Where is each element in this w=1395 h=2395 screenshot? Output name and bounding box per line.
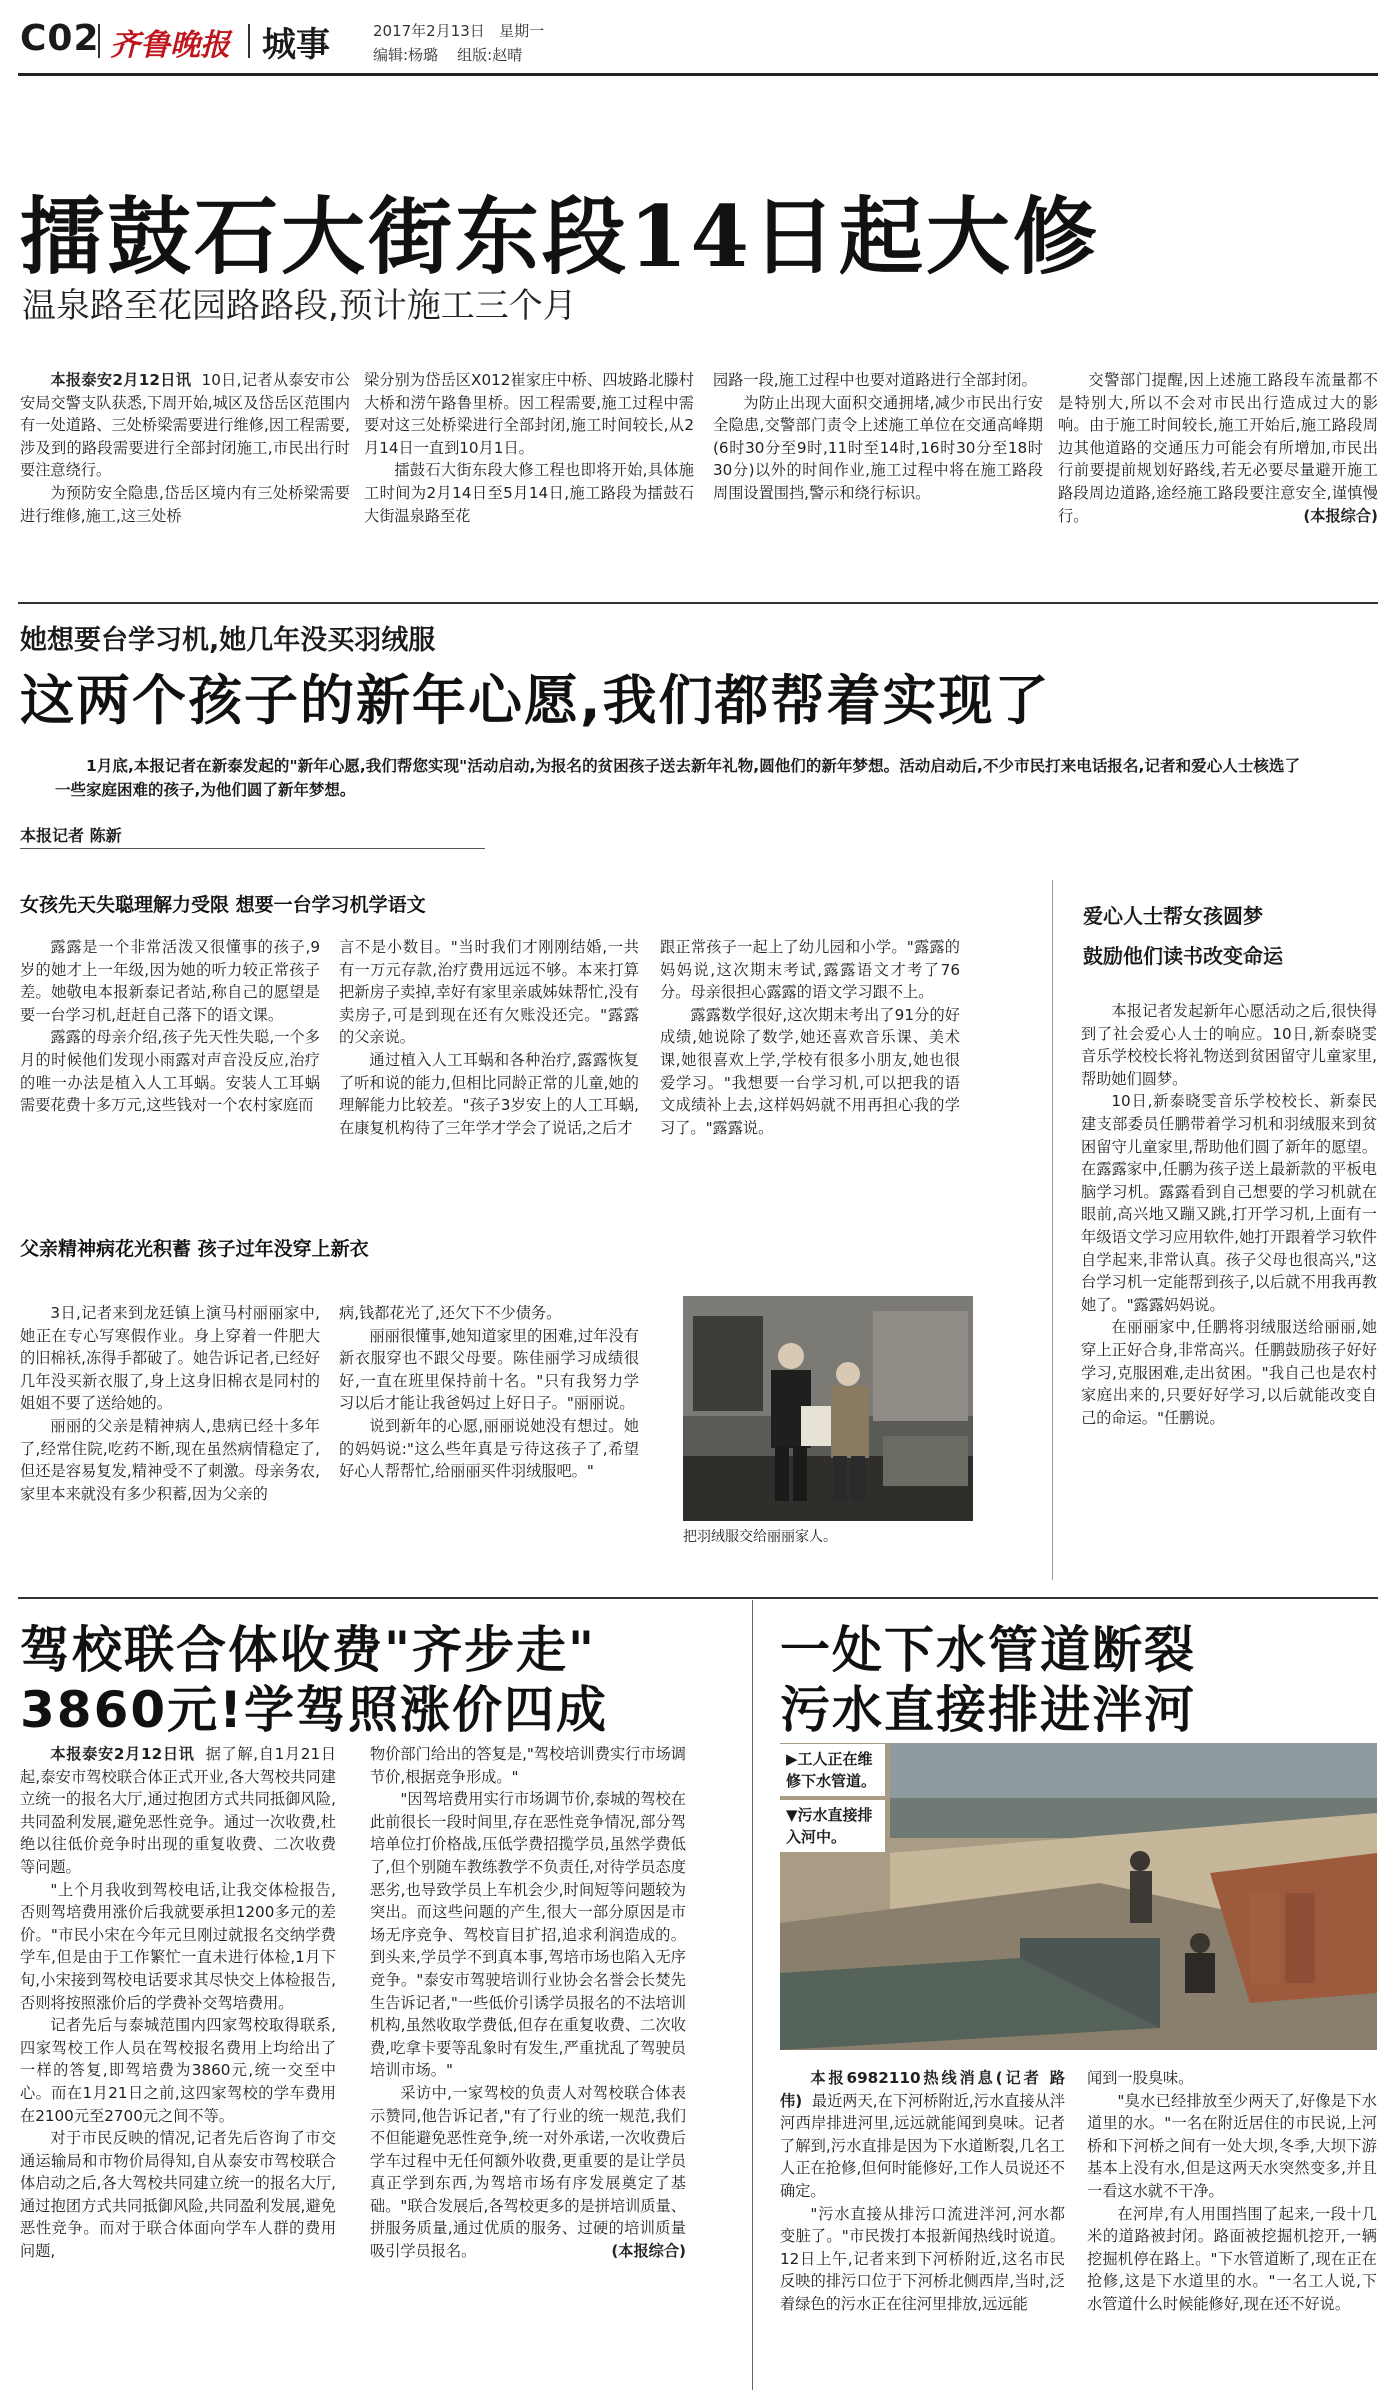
paragraph-text: 最近两天,在下河桥附近,污水直接从泮河西岸排进河里,远远就能闻到臭味。记者了解到,污水直排是因为下水道断裂,几名工人正在抢修,但何时能修好,工作人员说还不确定。 bbox=[780, 2091, 1065, 2200]
masthead bbox=[0, 0, 1395, 75]
paragraph: 物价部门给出的答复是,"驾校培训费实行市场调节价,根据竞争形成。" bbox=[370, 1745, 686, 1786]
story2-b-col2 bbox=[339, 1302, 639, 1483]
story2-subhead-2: 父亲精神病花光积蓄 孩子过年没穿上新衣 bbox=[20, 1238, 369, 1260]
sign-off: (本报综合) bbox=[1303, 506, 1378, 525]
paragraph-text: 采访中,一家驾校的负责人对驾校联合体表示赞同,他告诉记者,"有了行业的统一规范,我们不但能避免恶性竞争,统一对外承诺,一次收费后学车过程中无任何额外收费,更重要的是让学员真正学到东西,为驾培市场有序发展奠定了基础。"联合发展后,各驾校更多的是拼培训质量、拼服务质量,通过优质的服务、过硬的培训质量吸引学员报名。 bbox=[370, 2083, 686, 2261]
story2-intro: 1月底,本报记者在新泰发起的"新年心愿,我们帮您实现"活动启动,为报名的贫困孩子送去新年礼物,圆他们的新年梦想。活动启动后,不少市民打来电话报名,记者和爱心人士核选了一些家庭困难的孩子,为他们圆了新年梦想。 bbox=[55, 757, 1300, 799]
dateline: 本报泰安2月12日讯 bbox=[50, 371, 192, 389]
paragraph: 露露的母亲介绍,孩子先天性失聪,一个多月的时候他们发现小雨露对声音没反应,治疗的唯一办法是植入人工耳蜗。安装人工耳蜗需要花费十多万元,这些钱对一个农村家庭而 bbox=[20, 1028, 320, 1115]
paragraph: 擂鼓石大街东段大修工程也即将开始,具体施工时间为2月14日至5月14日,施工路段为擂鼓石大街温泉路至花 bbox=[364, 461, 694, 525]
story2-b-col1 bbox=[20, 1302, 320, 1505]
sign-off: (本报综合) bbox=[611, 2242, 686, 2261]
page-number: C02 bbox=[20, 18, 100, 59]
story4-headline-2: 污水直接排进泮河 bbox=[780, 1681, 1196, 1739]
story1-col3 bbox=[713, 369, 1043, 505]
editor-text: 编辑:杨璐 bbox=[373, 46, 439, 64]
paragraph: 病,钱都花光了,还欠下不少债务。 bbox=[339, 1304, 562, 1322]
side-title-2: 鼓励他们读书改变命运 bbox=[1083, 944, 1283, 968]
date-text: 2017年2月13日 bbox=[373, 22, 485, 40]
dateline: 本报6982110热线消息(记者 路伟) bbox=[780, 2069, 1065, 2110]
paragraph: 通过植入人工耳蜗和各种治疗,露露恢复了听和说的能力,但相比同龄正常的儿童,她的理解能力比较差。"孩子3岁安上的人工耳蜗,在康复机构待了三年学才学会了说话,之后才 bbox=[339, 1050, 639, 1137]
paragraph: 露露是一个非常活泼又很懂事的孩子,9岁的她才上一年级,因为她的听力较正常孩子差。她敬电本报新泰记者站,称自己的愿望是要一台学习机,赶赶自己落下的语文课。 bbox=[20, 938, 320, 1024]
paragraph-text: 交警部门提醒,因上述施工路段车流量都不是特别大,所以不会对市民出行造成过大的影响。由于施工时间较长,施工开始后,施工路段周边其他道路的交通压力可能会有所增加,市民出行前要提前规划好路线,若无必要尽量避开施工路段周边道路,途经施工路段要注意安全,谨慎慢行。 bbox=[1058, 371, 1378, 525]
weekday-text: 星期一 bbox=[499, 22, 545, 40]
story2-a-col3 bbox=[660, 936, 960, 1139]
section-rule bbox=[18, 602, 1378, 604]
story2-subhead-1: 女孩先天失聪理解力受限 想要一台学习机学语文 bbox=[20, 894, 426, 916]
paragraph: 在河岸,有人用围挡围了起来,一段十几米的道路被封闭。路面被挖掘机挖开,一辆挖掘机停在路上。"下水管道断了,现在正在抢修,这是下水道里的水。"一名工人说,下水管道什么时候能修好,现在还不好说。 bbox=[1087, 2204, 1377, 2313]
paragraph: 梁分别为岱岳区X012崔家庄中桥、四坡路北滕村大桥和涝午路鲁里桥。因工程需要,施工过程中需要对这三处桥梁进行全部封闭,施工时间较长,从2月14日一直到10月1日。 bbox=[364, 371, 694, 457]
paragraph: 对于市民反映的情况,记者先后咨询了市交通运输局和市物价局得知,自从泰安市驾校联合体启动之后,各大驾校共同建立统一的报名大厅,通过抱团方式共同抵御风险,共同盈利发展,避免恶性竞争。而对于联合体面向学车人群的费用问题, bbox=[20, 2129, 336, 2261]
story2-byline bbox=[20, 823, 485, 849]
paragraph: 为防止出现大面积交通拥堵,减少市民出行安全隐患,交警部门责令上述施工单位在交通高峰期(6时30分至9时,11时至14时,16时30分至18时30分)以外的时间作业,施工过程中将在施工路段周围设置围挡,警示和绕行标识。 bbox=[713, 393, 1043, 502]
paragraph bbox=[370, 2082, 686, 2263]
byline-text: 本报记者 陈新 bbox=[20, 826, 122, 845]
paragraph: 言不是小数目。"当时我们才刚刚结婚,一共有一万元存款,治疗费用远远不够。本来打算把新房子卖掉,幸好有家里亲戚姊妹帮忙,没有卖房子,可是到现在还有欠账没还完。"露露的父亲说。 bbox=[339, 938, 639, 1047]
story2-kicker: 她想要台学习机,她几年没买羽绒服 bbox=[20, 625, 436, 656]
column-rule bbox=[1052, 880, 1053, 1580]
photo-illustration bbox=[683, 1296, 973, 1521]
column-rule bbox=[752, 1600, 753, 2390]
paragraph: "臭水已经排放至少两天了,好像是下水道里的水。"一名在附近居住的市民说,上河桥和下河桥之间有一处大坝,冬季,大坝下游基本上没有水,但是这两天水突然变多,并且一看这水就不干净。 bbox=[1087, 2091, 1377, 2200]
paragraph: 说到新年的心愿,丽丽说她没有想过。她的妈妈说:"这么些年真是亏待这孩子了,希望好心人帮帮忙,给丽丽买件羽绒服吧。" bbox=[339, 1416, 639, 1481]
story3-headline-2: 3860元!学驾照涨价四成 bbox=[20, 1681, 608, 1739]
story3-headline-1: 驾校联合体收费"齐步走" bbox=[20, 1621, 597, 1679]
paragraph: 记者先后与泰城范围内四家驾校取得联系,四家驾校工作人员在驾校报名费用上均给出了一样的答复,即驾培费为3860元,统一交至中心。而在1月21日之前,这四家驾校的学车费用在2100元至2700元之间不等。 bbox=[20, 2016, 336, 2125]
side-title-1: 爱心人士帮女孩圆梦 bbox=[1083, 904, 1263, 928]
paragraph: 跟正常孩子一起上了幼儿园和小学。"露露的妈妈说,这次期末考试,露露语文才考了76分。母亲很担心露露的语文学习跟不上。 bbox=[660, 938, 960, 1002]
paragraph bbox=[780, 2067, 1065, 2203]
story1-col4 bbox=[1058, 369, 1378, 527]
paragraph: "因驾培费用实行市场调节价,泰城的驾校在此前很长一段时间里,存在恶性竞争情况,部分驾培单位打价格战,压低学费招揽学员,虽然学费低了,但个别随车教练教学不负责任,对待学员态度恶劣,也导致学员上车机会少,时间短等问题较为突出。而这些问题的产生,很大一部分原因是市场无序竞争、驾校盲目扩招,追求利润造成的。到头来,学员学不到真本事,驾培市场也陷入无序竞争。"泰安市驾驶培训行业协会名誉会长焚先生告诉记者,"一些低价引诱学员报名的不法培训机构,虽然收取学费低,但存在重复收费、二次收费,吃拿卡要等乱象时有发生,严重扰乱了驾驶员培训市场。" bbox=[370, 1790, 686, 2080]
paragraph: 本报记者发起新年心愿活动之后,很快得到了社会爱心人士的响应。10日,新泰晓雯音乐学校校长将礼物送到贫困留守儿童家里,帮助她们圆梦。 bbox=[1081, 1002, 1377, 1088]
paragraph: 在丽丽家中,任鹏将羽绒服送给丽丽,她穿上正好合身,非常高兴。任鹏鼓励孩子好好学习,克服困难,走出贫困。"我自己也是农村家庭出来的,只要好好学习,以后就能改变自己的命运。"任鹏说。 bbox=[1081, 1318, 1377, 1427]
paragraph: "污水直接从排污口流进泮河,河水都变脏了。"市民拨打本报新闻热线时说道。12日上午,记者来到下河桥附近,这名市民反映的排污口位于下河桥北侧西岸,当时,泛着绿色的污水正在往河里排放,远远能 bbox=[780, 2204, 1065, 2313]
paragraph bbox=[1058, 369, 1378, 527]
paragraph: 10日,新泰晓雯音乐学校校长、新泰民建支部委员任鹏带着学习机和羽绒服来到贫困留守儿童家里,帮助他们圆了新年的愿望。在露露家中,任鹏为孩子送上最新款的平板电脑学习机。露露看到自己想要的学习机就在眼前,高兴地又蹦又跳,打开学习机,上面有一年级语文学习应用软件,她打开跟着学习软件自学起来,非常认真。孩子父母也很高兴,"这台学习机一定能帮到孩子,以后就不用我再教她了。"露露妈妈说。 bbox=[1081, 1092, 1377, 1314]
story1-col1 bbox=[20, 369, 350, 527]
dateline: 本报泰安2月12日讯 bbox=[50, 1745, 195, 1763]
issue-date bbox=[373, 20, 544, 41]
photo-caption-2: ▼污水直接排入河中。 bbox=[780, 1800, 885, 1852]
paragraph: "上个月我收到驾校电话,让我交体检报告,否则驾培费用涨价后我就要承担1200多元的差价。"市民小宋在今年元旦刚过就报名交纳学费学车,但是由于工作繁忙一直未进行体检,1月下旬,小宋接到驾校电话要求其尽快交上体检报告,否则将按照涨价后的学费补交驾培费用。 bbox=[20, 1880, 336, 2012]
layout-text: 组版:赵晴 bbox=[457, 46, 523, 64]
paragraph: 露露数学很好,这次期末考出了91分的好成绩,她说除了数学,她还喜欢音乐课、美术课,她很喜欢上学,学校有很多小朋友,她也很爱学习。"我想要一台学习机,可以把我的语文成绩补上去,这样妈妈就不用再担心我的学习了。"露露说。 bbox=[660, 1005, 960, 1137]
story1-col2 bbox=[364, 369, 694, 527]
paragraph: 为预防安全隐患,岱岳区境内有三处桥梁需要进行维修,施工,这三处桥 bbox=[20, 483, 350, 525]
story4-headline-1: 一处下水管道断裂 bbox=[780, 1621, 1196, 1679]
story4-col2 bbox=[1087, 2067, 1377, 2316]
story4-col1 bbox=[780, 2067, 1065, 2316]
paragraph: 园路一段,施工过程中也要对道路进行全部封闭。 bbox=[713, 371, 1037, 389]
paper-logo: 齐鲁晚报 bbox=[110, 28, 230, 63]
story1-headline: 擂鼓石大街东段14日起大修 bbox=[20, 187, 1100, 286]
paragraph-text: 据了解,自1月21日起,泰安市驾校联合体正式开业,各大驾校共同建立统一的报名大厅,通过抱团方式共同抵御风险,共同盈利发展,避免恶性竞争。通过一次收费,杜绝以往低价竞争时出现的重复收费、二次收费等问题。 bbox=[20, 1745, 337, 1876]
photo-caption-1: ▶工人正在维修下水管道。 bbox=[780, 1744, 885, 1796]
masthead-divider bbox=[98, 24, 100, 58]
section-rule bbox=[18, 1597, 1378, 1599]
story2-a-col2 bbox=[339, 936, 639, 1139]
paragraph: 丽丽很懂事,她知道家里的困难,过年没有新衣服穿也不跟父母要。陈佳丽学习成绩很好,一直在班里保持前十名。"只有我努力学习以后才能让我爸妈过上好日子。"丽丽说。 bbox=[339, 1326, 639, 1413]
section-title: 城事 bbox=[262, 25, 330, 65]
story2-headline: 这两个孩子的新年心愿,我们都帮着实现了 bbox=[20, 669, 1051, 732]
story1-subheadline: 温泉路至花园路路段,预计施工三个月 bbox=[22, 286, 577, 326]
masthead-divider bbox=[248, 24, 250, 58]
masthead-rule bbox=[18, 73, 1378, 76]
paragraph: 丽丽的父亲是精神病人,患病已经十多年了,经常住院,吃药不断,现在虽然病情稳定了,但还是容易复发,精神受不了刺激。母亲务农,家里本来就没有多少积蓄,因为父亲的 bbox=[20, 1416, 320, 1503]
paragraph-text: 10日,记者从泰安市公安局交警支队获悉,下周开始,城区及岱岳区范围内有一处道路、三处桥梁需要进行维修,因工程需要,涉及到的路段需要进行全部封闭施工,市民出行时要注意绕行。 bbox=[20, 371, 351, 480]
story2-a-col1 bbox=[20, 936, 320, 1117]
paragraph bbox=[20, 1743, 336, 1879]
story3-col2 bbox=[370, 1743, 686, 2263]
paragraph: 闻到一股臭味。 bbox=[1087, 2069, 1194, 2087]
paragraph bbox=[20, 369, 350, 482]
editor-line bbox=[373, 44, 522, 65]
photo-family-gift bbox=[683, 1296, 973, 1521]
photo-caption: 把羽绒服交给丽丽家人。 bbox=[683, 1529, 837, 1545]
story3-col1 bbox=[20, 1743, 336, 2263]
paragraph: 3日,记者来到龙廷镇上演马村丽丽家中,她正在专心写寒假作业。身上穿着一件肥大的旧棉袄,冻得手都破了。她告诉记者,已经好几年没买新衣服了,身上这身旧棉衣是同村的姐姐不要了送给她的。 bbox=[20, 1304, 320, 1413]
side-column bbox=[1081, 1000, 1377, 1429]
